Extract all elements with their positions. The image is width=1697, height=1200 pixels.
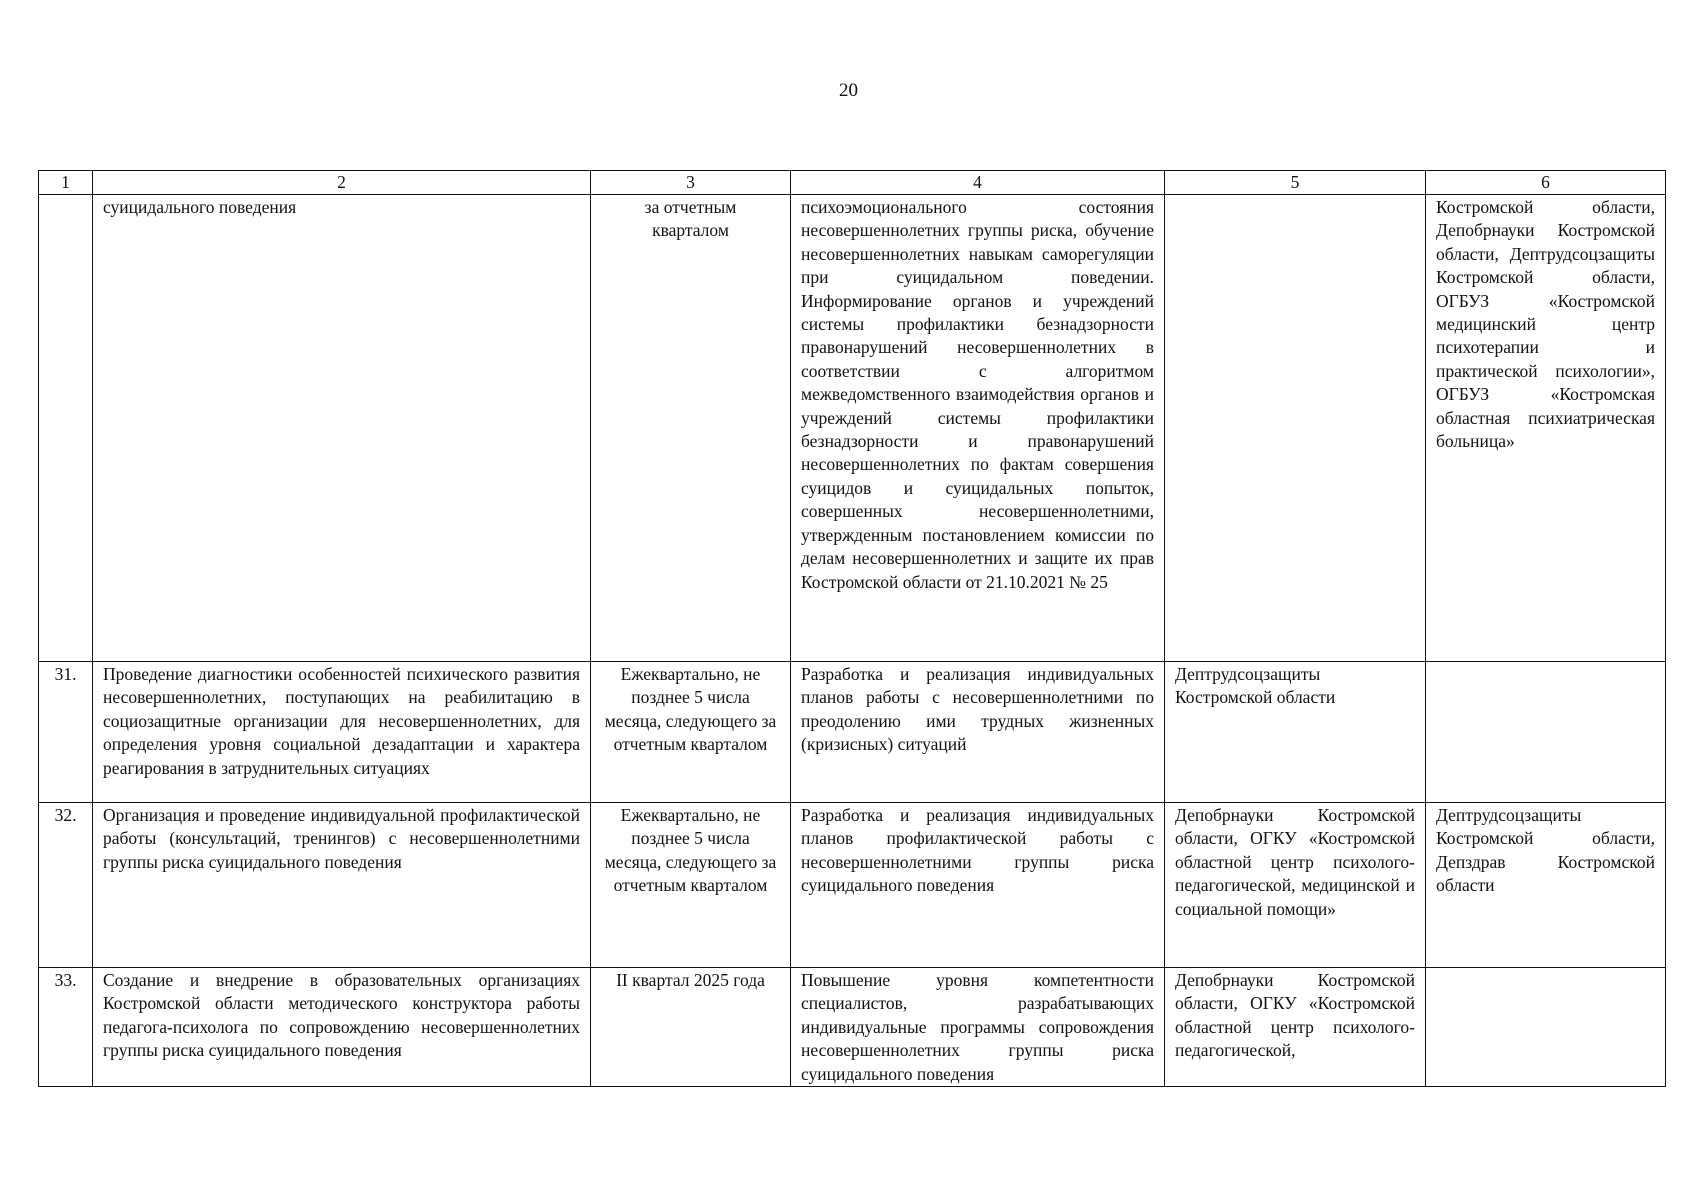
- responsible-cell: [1165, 195, 1426, 662]
- measure-cell: Проведение диагностики особенностей психического развития несовершеннолетних, поступающих на реабилитацию в социозащитные организации для несовершеннолетних, для определения уровня социальной дезадаптации и характера реагирования в затруднительных ситуациях: [93, 662, 591, 803]
- column-header-2: 2: [93, 171, 591, 195]
- measure-cell: Создание и внедрение в образовательных организациях Костромской области методического конструктора работы педагога-психолога по сопровождению несовершеннолетних группы риска суицидального поведения: [93, 968, 591, 1087]
- result-cell: психоэмоционального состояния несовершеннолетних группы риска, обучение несовершеннолетних навыкам саморегуляции при суицидальном поведении. Информирование органов и учреждений системы профилактики безнадзорности правонарушений несовершеннолетних в соответствии с алгоритмом межведомственного взаимодействия органов и учреждений системы профилактики безнадзорности и правонарушений несовершеннолетних по фактам совершения суицидов и суицидальных попыток, совершенных несовершеннолетними, утвержденным постановлением комиссии по делам несовершеннолетних и защите их прав Костромской области от 21.10.2021 № 25: [791, 195, 1165, 662]
- measure-cell: суицидального поведения: [93, 195, 591, 662]
- result-cell: Разработка и реализация индивидуальных планов профилактической работы с несовершеннолетними группы риска суицидального поведения: [791, 803, 1165, 968]
- table-row: [39, 803, 1666, 968]
- responsible-cell: Депобрнауки Костромской области, ОГКУ «Костромской областной центр психолого-педагогической, медицинской и социальной помощи»: [1165, 803, 1426, 968]
- coexecutors-cell: [1426, 662, 1666, 803]
- table-row: [39, 968, 1666, 1087]
- result-cell: Повышение уровня компетентности специалистов, разрабатывающих индивидуальные программы сопровождения несовершеннолетних группы риска суицидального поведения: [791, 968, 1165, 1087]
- column-header-4: 4: [791, 171, 1165, 195]
- coexecutors-cell: Дептрудсоцзащиты Костромской области, Депздрав Костромской области: [1426, 803, 1666, 968]
- header-row: [39, 171, 1666, 195]
- table-row: [39, 195, 1666, 662]
- coexecutors-cell: Костромской области, Депобрнауки Костромской области, Дептрудсоцзащиты Костромской области, ОГБУЗ «Костромской медицинский центр психотерапии и практической психологии», ОГБУЗ «Костромская областная психиатрическая больница»: [1426, 195, 1666, 662]
- result-cell: Разработка и реализация индивидуальных планов работы с несовершеннолетними по преодолению ими трудных жизненных (кризисных) ситуаций: [791, 662, 1165, 803]
- row-number: [39, 195, 93, 662]
- column-header-3: 3: [591, 171, 791, 195]
- page-number: 20: [839, 80, 858, 101]
- responsible-cell: Дептрудсоцзащиты Костромской области: [1165, 662, 1426, 803]
- deadline-cell: за отчетным кварталом: [591, 195, 791, 662]
- column-header-1: 1: [39, 171, 93, 195]
- row-number: 32.: [39, 803, 93, 968]
- table-row: [39, 662, 1666, 803]
- deadline-cell: Ежеквартально, не позднее 5 числа месяца, следующего за отчетным кварталом: [591, 662, 791, 803]
- deadline-cell: II квартал 2025 года: [591, 968, 791, 1087]
- deadline-cell: Ежеквартально, не позднее 5 числа месяца, следующего за отчетным кварталом: [591, 803, 791, 968]
- row-number: 33.: [39, 968, 93, 1087]
- coexecutors-cell: [1426, 968, 1666, 1087]
- column-header-6: 6: [1426, 171, 1666, 195]
- measure-cell: Организация и проведение индивидуальной профилактической работы (консультаций, тренингов) с несовершеннолетними группы риска суицидального поведения: [93, 803, 591, 968]
- responsible-cell: Депобрнауки Костромской области, ОГКУ «Костромской областной центр психолого-педагогической,: [1165, 968, 1426, 1087]
- row-number: 31.: [39, 662, 93, 803]
- column-header-5: 5: [1165, 171, 1426, 195]
- plan-table: [38, 170, 1666, 1087]
